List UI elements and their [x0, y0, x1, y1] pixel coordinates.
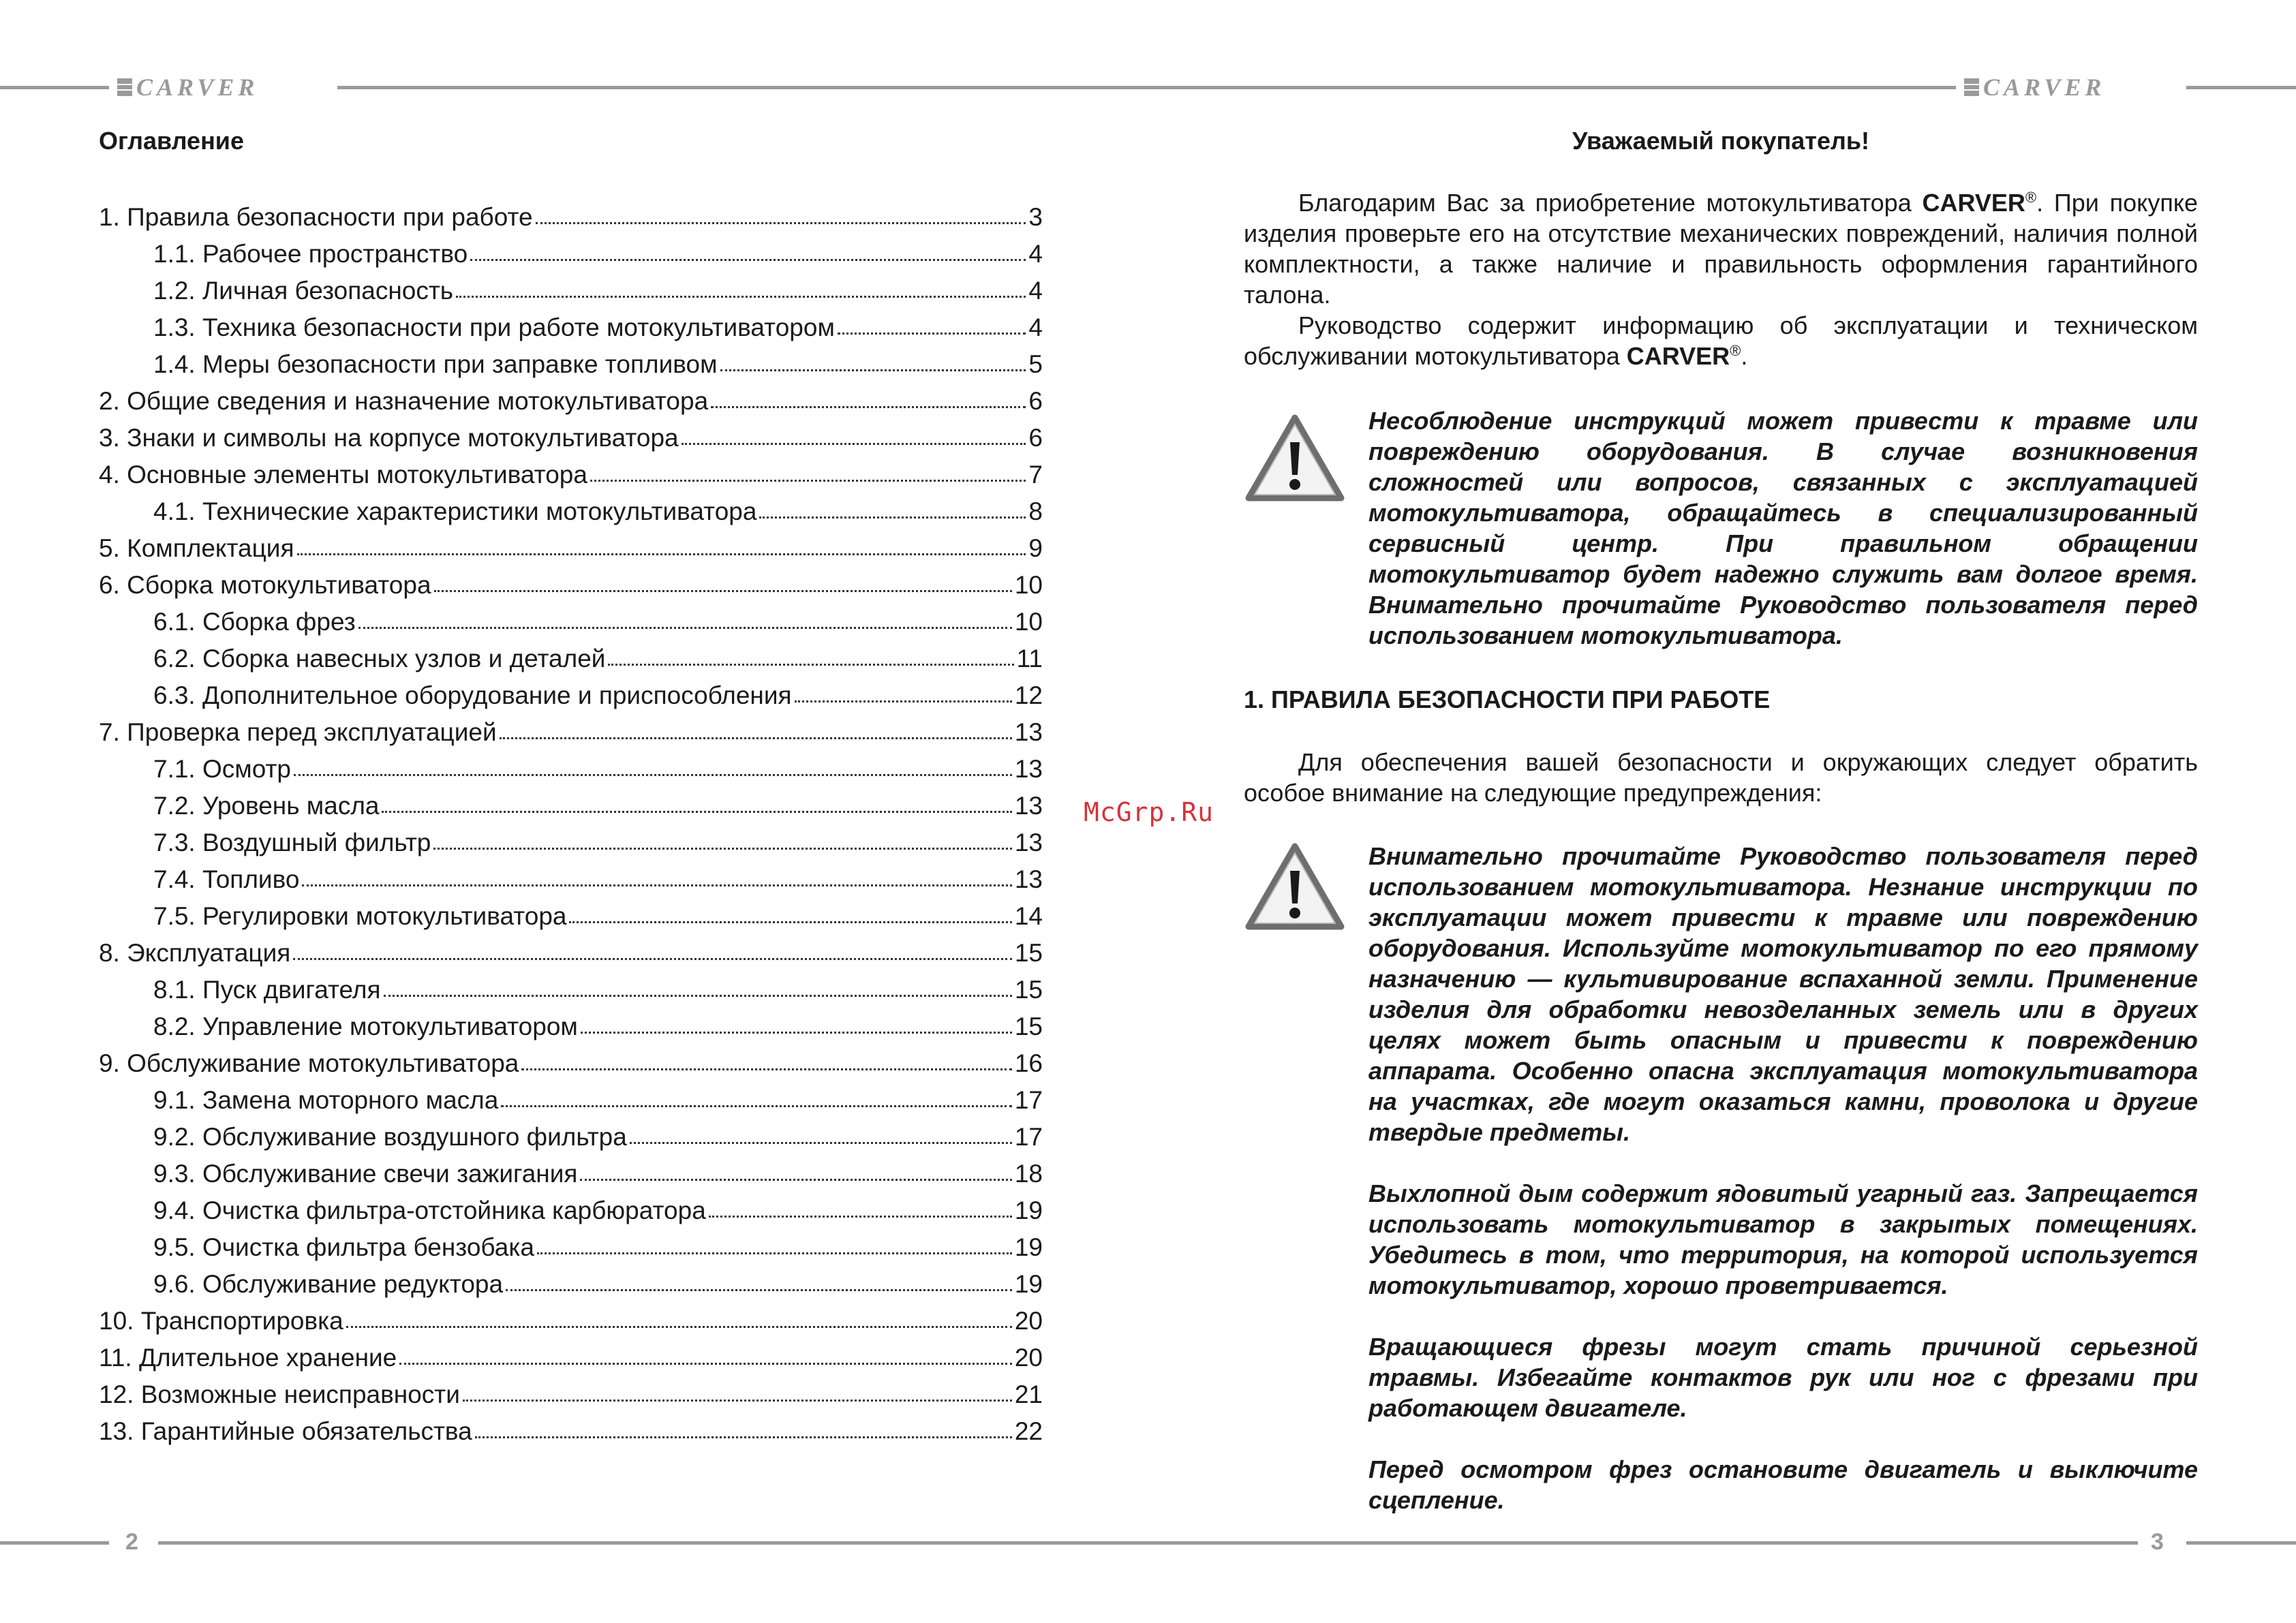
toc-entry[interactable]	[99, 714, 1043, 751]
watermark: McGrp.Ru	[1084, 797, 1214, 827]
toc-entry-title: 1.3. Техника безопасности при работе мотокультиватором	[153, 313, 835, 341]
toc-entry[interactable]	[99, 677, 1043, 714]
toc-entry-title: 9.3. Обслуживание свечи зажигания	[153, 1160, 578, 1188]
toc-entry-page: 10	[1014, 571, 1043, 599]
toc-entry-title: 1.1. Рабочее пространство	[153, 240, 468, 268]
toc-entry-page: 19	[1014, 1233, 1043, 1261]
toc-entry-title: 7.3. Воздушный фильтр	[153, 829, 431, 856]
brand-logo-left	[117, 72, 258, 102]
page-number-left: 2	[125, 1529, 138, 1555]
toc-entry-page: 8	[1028, 497, 1043, 525]
toc-dot-leader	[384, 995, 1012, 997]
toc-entry-page: 7	[1028, 461, 1043, 489]
toc-entry-page: 6	[1028, 387, 1043, 415]
toc-entry[interactable]	[99, 1376, 1043, 1413]
intro-paragraph-1: Благодарим Вас за приобретение мотокультиватора CARVER®. При покупке изделия проверьте его на отсутствие механических повреждений, наличия полной комплектности, а также наличие и правильность оформления гарантийного талона.	[1244, 189, 2198, 309]
toc-dot-leader	[302, 884, 1011, 886]
toc-entry-title: 3. Знаки и символы на корпусе мотокультиватора	[99, 424, 679, 452]
toc-entry-page: 14	[1014, 902, 1043, 930]
toc-entry-title: 2. Общие сведения и назначение мотокультиватора	[99, 387, 709, 415]
toc-entry[interactable]	[99, 972, 1043, 1008]
toc-entry[interactable]	[99, 1156, 1043, 1192]
toc-entry-title: 9.5. Очистка фильтра бензобака	[153, 1233, 534, 1261]
toc-entry[interactable]	[99, 1413, 1043, 1450]
toc-dot-leader	[759, 516, 1026, 519]
toc-dot-leader	[682, 443, 1026, 445]
toc-title: Оглавление	[99, 127, 244, 155]
header-rule-right	[2186, 86, 2296, 89]
toc-entry[interactable]	[99, 824, 1043, 861]
toc-entry-title: 1.2. Личная безопасность	[153, 277, 454, 305]
toc-dot-leader	[358, 627, 1012, 629]
toc-entry-page: 16	[1014, 1049, 1043, 1077]
toc-dot-leader	[711, 406, 1026, 408]
toc-entry-page: 15	[1014, 976, 1043, 1004]
brand-name: CARVER	[136, 74, 259, 101]
toc-entry[interactable]	[99, 383, 1043, 420]
toc-entry-page: 13	[1014, 718, 1043, 746]
toc-entry-title: 1.4. Меры безопасности при заправке топливом	[153, 350, 718, 378]
toc-entry[interactable]	[99, 236, 1043, 273]
toc-entry[interactable]	[99, 273, 1043, 309]
toc-entry-page: 20	[1014, 1344, 1043, 1372]
toc-dot-leader	[500, 737, 1012, 739]
toc-dot-leader	[470, 259, 1026, 261]
toc-entry[interactable]	[99, 1303, 1043, 1340]
footer-rule-right	[2186, 1541, 2296, 1545]
toc-entry[interactable]	[99, 420, 1043, 457]
toc-entry-title: 7.5. Регулировки мотокультиватора	[153, 902, 567, 930]
table-of-contents	[99, 199, 1043, 1450]
toc-entry-page: 15	[1014, 1013, 1043, 1040]
toc-dot-leader	[297, 553, 1026, 555]
toc-entry[interactable]	[99, 457, 1043, 493]
warning-paragraph: Внимательно прочитайте Руководство пользователя перед использованием мотокультиватора. Незнание инструкции по эксплуатации может привести к травме или повреждению оборудования. Используйте мотокультиватор по его прямому назначению — культивирование вспаханной земли. Применение изделия для обработки невозделанных земель или в других целях может быть опасным и привести к повреждению аппарата. Особенно опасна эксплуатация мотокультиватора на участках, где могут оказаться камни, проволока и другие твердые предметы.	[1368, 842, 2198, 1146]
toc-entry-title: 7. Проверка перед эксплуатацией	[99, 718, 497, 746]
warning-paragraph: Вращающиеся фрезы могут стать причиной серьезной травмы. Избегайте контактов рук или ног с фрезами при работающем двигателе.	[1368, 1333, 2198, 1422]
toc-entry-title: 11. Длительное хранение	[99, 1344, 397, 1372]
toc-entry-page: 13	[1014, 865, 1043, 893]
toc-entry-page: 13	[1014, 829, 1043, 856]
toc-entry-page: 12	[1014, 681, 1043, 709]
warning-paragraph: Выхлопной дым содержит ядовитый угарный газ. Запрещается использовать мотокультиватор в закрытых помещениях. Убедитесь в том, что территория, на которой используется мотокультиватор, хорошо проветривается.	[1368, 1179, 2198, 1299]
toc-dot-leader	[382, 811, 1011, 813]
toc-dot-leader	[294, 774, 1012, 776]
toc-entry[interactable]	[99, 1008, 1043, 1045]
toc-entry-title: 6. Сборка мотокультиватора	[99, 571, 431, 599]
toc-dot-leader	[536, 222, 1026, 224]
toc-dot-leader	[475, 1436, 1012, 1438]
toc-entry-title: 9.4. Очистка фильтра-отстойника карбюратора	[153, 1196, 706, 1224]
toc-dot-leader	[838, 333, 1026, 335]
toc-entry-title: 8.1. Пуск двигателя	[153, 976, 381, 1004]
toc-entry-title: 5. Комплектация	[99, 534, 294, 562]
toc-entry-title: 13. Гарантийные обязательства	[99, 1417, 472, 1445]
toc-entry[interactable]	[99, 788, 1043, 824]
footer-rule-left	[0, 1541, 109, 1545]
toc-dot-leader	[590, 480, 1026, 482]
warning-text-2	[1368, 841, 2198, 1515]
warning-triangle-icon	[1244, 412, 1346, 504]
toc-entry[interactable]	[99, 199, 1043, 236]
toc-dot-leader	[709, 1216, 1012, 1218]
toc-entry-title: 7.1. Осмотр	[153, 755, 292, 783]
brand-name: CARVER	[1983, 74, 2106, 101]
toc-entry[interactable]	[99, 861, 1043, 898]
toc-entry-title: 6.3. Дополнительное оборудование и приспособления	[153, 681, 792, 709]
toc-entry-title: 10. Транспортировка	[99, 1307, 343, 1335]
toc-dot-leader	[630, 1142, 1012, 1144]
section-intro-paragraph: Для обеспечения вашей безопасности и окружающих следует обратить особое внимание на следующие предупреждения:	[1244, 748, 2198, 807]
toc-entry-page: 20	[1014, 1307, 1043, 1335]
toc-entry[interactable]	[99, 1229, 1043, 1266]
toc-entry[interactable]	[99, 1192, 1043, 1229]
toc-entry-page: 19	[1014, 1270, 1043, 1298]
toc-entry[interactable]	[99, 935, 1043, 972]
toc-entry-title: 6.2. Сборка навесных узлов и деталей	[153, 645, 606, 673]
toc-entry-title: 7.2. Уровень масла	[153, 792, 380, 820]
toc-entry-page: 10	[1014, 608, 1043, 636]
toc-entry-page: 5	[1028, 350, 1043, 378]
toc-entry-page: 4	[1028, 277, 1043, 305]
toc-entry[interactable]	[99, 530, 1043, 567]
toc-entry[interactable]	[99, 1119, 1043, 1156]
toc-dot-leader	[521, 1068, 1011, 1070]
toc-entry[interactable]	[99, 1045, 1043, 1082]
toc-entry-page: 13	[1014, 755, 1043, 783]
toc-entry-page: 17	[1014, 1123, 1043, 1151]
toc-entry-page: 4	[1028, 240, 1043, 268]
toc-entry-title: 4. Основные элементы мотокультиватора	[99, 461, 587, 489]
toc-dot-leader	[501, 1105, 1011, 1107]
toc-entry-title: 9.6. Обслуживание редуктора	[153, 1270, 504, 1298]
greeting-heading: Уважаемый покупатель!	[1572, 127, 1869, 155]
toc-dot-leader	[537, 1252, 1012, 1254]
toc-entry[interactable]	[99, 751, 1043, 788]
toc-entry-page: 17	[1014, 1086, 1043, 1114]
toc-dot-leader	[434, 590, 1012, 592]
toc-dot-leader	[608, 664, 1013, 666]
intro-block	[1244, 187, 2198, 371]
toc-dot-leader	[433, 848, 1012, 850]
toc-entry-page: 6	[1028, 424, 1043, 452]
section-title: 1. ПРАВИЛА БЕЗОПАСНОСТИ ПРИ РАБОТЕ	[1244, 685, 1771, 713]
carver-logo-icon	[1964, 77, 1979, 97]
toc-entry-page: 3	[1028, 203, 1043, 231]
toc-dot-leader	[346, 1326, 1012, 1328]
toc-dot-leader	[456, 296, 1026, 298]
toc-dot-leader	[569, 921, 1011, 923]
toc-dot-leader	[399, 1363, 1012, 1365]
toc-dot-leader	[581, 1032, 1012, 1034]
header-rule-middle	[337, 86, 1956, 89]
toc-entry-page: 22	[1014, 1417, 1043, 1445]
toc-entry-page: 18	[1014, 1160, 1043, 1188]
toc-dot-leader	[720, 369, 1026, 371]
toc-entry-title: 6.1. Сборка фрез	[153, 608, 356, 636]
toc-entry-page: 19	[1014, 1196, 1043, 1224]
page-number-right: 3	[2151, 1529, 2164, 1555]
toc-dot-leader	[795, 700, 1012, 702]
toc-entry-title: 12. Возможные неисправности	[99, 1380, 460, 1408]
toc-entry-page: 11	[1016, 645, 1043, 673]
toc-entry-title: 8.2. Управление мотокультиватором	[153, 1013, 578, 1040]
toc-dot-leader	[506, 1289, 1012, 1291]
warning-paragraph: Перед осмотром фрез остановите двигатель и выключите сцепление.	[1368, 1455, 2198, 1514]
carver-logo-icon	[117, 77, 132, 97]
warning-triangle-icon	[1244, 841, 1346, 933]
toc-entry-title: 9.1. Замена моторного масла	[153, 1086, 499, 1114]
toc-entry-title: 4.1. Технические характеристики мотокультиватора	[153, 497, 757, 525]
toc-entry[interactable]	[99, 604, 1043, 640]
toc-entry[interactable]	[99, 640, 1043, 677]
toc-entry[interactable]	[99, 493, 1043, 530]
toc-entry[interactable]	[99, 1266, 1043, 1303]
toc-entry-title: 9.2. Обслуживание воздушного фильтра	[153, 1123, 627, 1151]
toc-entry-page: 9	[1028, 534, 1043, 562]
toc-entry[interactable]	[99, 567, 1043, 604]
intro-paragraph-2: Руководство содержит информацию об эксплуатации и техническом обслуживании мотокультиватора CARVER®.	[1244, 311, 2198, 370]
brand-logo-right	[1964, 72, 2105, 102]
warning-text-1: Несоблюдение инструкций может привести к травме или повреждению оборудования. В случае возникновения сложностей или вопросов, связанных с эксплуатацией мотокультиватора, обращайтесь в специализированный сервисный центр. При правильном обращении мотокультиватор будет надежно служить вам долгое время. Внимательно прочитайте Руководство пользователя перед использованием мотокультиватора.	[1368, 407, 2198, 649]
toc-entry-title: 9. Обслуживание мотокультиватора	[99, 1049, 519, 1077]
toc-entry-page: 15	[1014, 939, 1043, 967]
toc-entry[interactable]	[99, 346, 1043, 383]
toc-entry[interactable]	[99, 898, 1043, 935]
header-rule-left	[0, 86, 109, 89]
toc-entry-page: 4	[1028, 313, 1043, 341]
toc-dot-leader	[463, 1400, 1012, 1402]
toc-entry-title: 1. Правила безопасности при работе	[99, 203, 533, 231]
toc-entry[interactable]	[99, 1082, 1043, 1119]
toc-entry-title: 8. Эксплуатация	[99, 939, 291, 967]
toc-entry[interactable]	[99, 1340, 1043, 1376]
toc-entry-page: 21	[1014, 1380, 1043, 1408]
section-intro-block	[1244, 747, 2198, 808]
toc-dot-leader	[293, 958, 1012, 960]
toc-entry-title: 7.4. Топливо	[153, 865, 300, 893]
footer-rule-middle	[158, 1541, 2138, 1545]
toc-entry[interactable]	[99, 309, 1043, 346]
toc-dot-leader	[580, 1179, 1011, 1181]
toc-entry-page: 13	[1014, 792, 1043, 820]
